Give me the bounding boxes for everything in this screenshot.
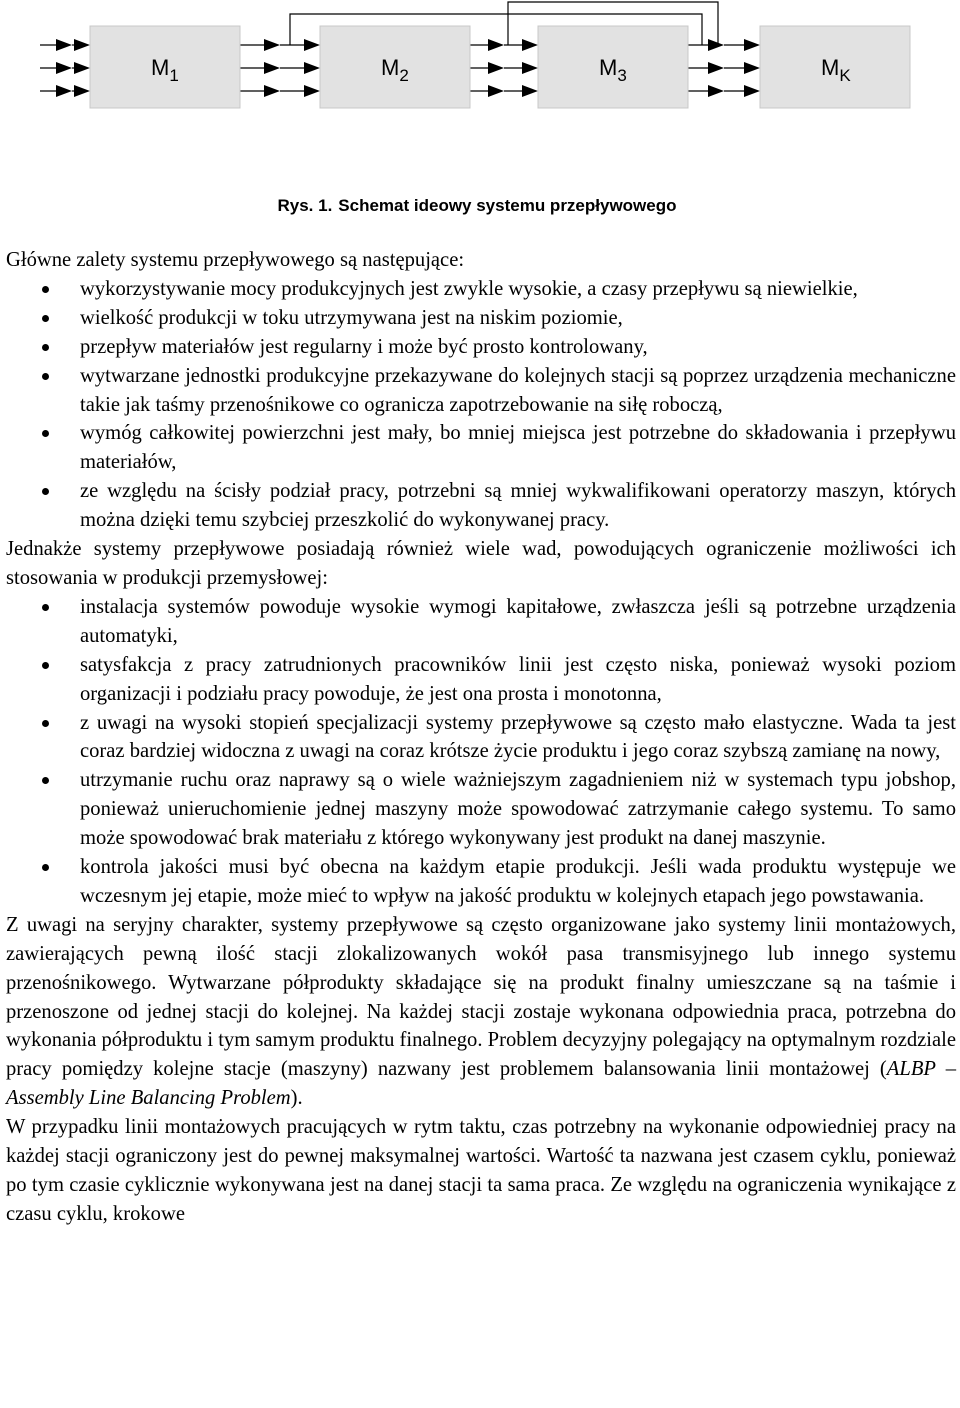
- arrow-head: [522, 85, 538, 97]
- machine-label: $M_1$: [151, 55, 179, 85]
- arrow-head: [74, 62, 90, 74]
- arrow-head: [304, 85, 320, 97]
- assembly-line-paragraph: [6, 911, 956, 1113]
- disadvantages-list: [6, 593, 956, 911]
- disadvantage-item: kontrola jakości musi być obecna na każdym etapie produkcji. Jeśli wada produktu występuje we wczesnym jej etapie, może mieć to wpływ na jakość produktu w kolejnych etapach jego powstawania.: [6, 853, 956, 911]
- arrow-head: [522, 62, 538, 74]
- arrow-head: [744, 39, 760, 51]
- arrow-head: [488, 85, 504, 97]
- machine-label: $M_3$: [599, 55, 627, 85]
- disadvantage-item: instalacja systemów powoduje wysokie wymogi kapitałowe, zwłaszcza jeśli są potrzebne urządzenia automatyki,: [6, 593, 956, 651]
- machine-box: [320, 26, 470, 108]
- machine-label: $M_K$: [821, 55, 851, 85]
- arrow-head: [56, 62, 72, 74]
- disadvantage-item: z uwagi na wysoki stopień specjalizacji systemy przepływowe są często mało elastyczne. Wada ta jest coraz bardziej widoczna z uwagi na coraz krótsze życie produktu i jego coraz szybszą zamianę na nowy,: [6, 709, 956, 767]
- arrow-head: [56, 85, 72, 97]
- assembly-line-text: Z uwagi na seryjny charakter, systemy przepływowe są często organizowane jako systemy linii montażowych, zawierających pewną ilość stacji zlokalizowanych wokół pasa transmisyjnego lub innego systemu przenośnikowego. Wytwarzane półprodukty składające się na produkt finalny umieszczane są na taśmie i przenoszone od jednej stacji do kolejnej. Na każdej stacji zostaje wykonana odpowiednia praca, potrzebna do wykonania półproduktu i tym samym produktu finalnego. Problem decyzyjny polegający na optymalnym rozdziale pracy pomiędzy kolejne stacje (maszyny) nazwany jest problemem balansowania linii montażowej (: [6, 913, 956, 1081]
- machine-box: [90, 26, 240, 108]
- arrow-head: [264, 62, 280, 74]
- arrow-head: [708, 85, 724, 97]
- albp-term: ALBP – Assembly Line Balancing Problem: [6, 1058, 956, 1110]
- machine-subscript: 2: [399, 66, 409, 85]
- caption-number: Rys. 1.: [277, 196, 333, 215]
- arrow-head: [488, 62, 504, 74]
- arrow-head: [264, 39, 280, 51]
- disadvantage-item: utrzymanie ruchu oraz naprawy są o wiele ważniejszym zagadnieniem niż w systemach typu jobshop, ponieważ unieruchomienie jednej maszyny może spowodować zatrzymanie całego systemu. To samo może spowodować brak materiału z którego wykonywany jest produkt na danej maszynie.: [6, 766, 956, 853]
- arrow-head: [304, 39, 320, 51]
- arrow-head: [522, 39, 538, 51]
- disadvantage-item: satysfakcja z pracy zatrudnionych pracowników linii jest często niska, ponieważ wysoki poziom organizacji i podziału pracy powoduje, że jest ona prosta i monotonna,: [6, 651, 956, 709]
- arrow-head: [74, 85, 90, 97]
- advantage-item: wytwarzane jednostki produkcyjne przekazywane do kolejnych stacji są poprzez urządzenia mechaniczne takie jak taśmy przenośnikowe co ogranicza zapotrzebowanie na siłę roboczą,: [6, 362, 956, 420]
- advantages-list: [6, 275, 956, 535]
- machine-label: $M_2$: [381, 55, 409, 85]
- machine-box: [760, 26, 910, 108]
- arrow-head: [744, 85, 760, 97]
- advantage-item: wykorzystywanie mocy produkcyjnych jest zwykle wysokie, a czasy przepływu są niewielkie,: [6, 275, 956, 304]
- arrow-head: [264, 85, 280, 97]
- advantage-item: przepływ materiałów jest regularny i może być prosto kontrolowany,: [6, 333, 956, 362]
- advantage-item: ze względu na ścisły podział pracy, potrzebni są mniej wykwalifikowani operatorzy maszyn, których można dzięki temu szybciej przeszkolić do wykonywanej pracy.: [6, 477, 956, 535]
- machine-box: [538, 26, 688, 108]
- figure-caption: [0, 196, 960, 216]
- arrow-head: [56, 39, 72, 51]
- machine-subscript: K: [839, 66, 851, 85]
- advantages-intro: Główne zalety systemu przepływowego są następujące:: [6, 249, 465, 271]
- assembly-line-end: ).: [290, 1087, 303, 1110]
- document-body: [6, 246, 956, 1229]
- disadvantages-intro: Jednakże systemy przepływowe posiadają również wiele wad, powodujących ograniczenie możliwości ich stosowania w produkcji przemysłowej:: [6, 538, 956, 589]
- machine-subscript: 1: [169, 66, 179, 85]
- cycle-time-paragraph: W przypadku linii montażowych pracujących w rytm taktu, czas potrzebny na wykonanie odpowiedniej pracy na każdej stacji ograniczony jest do pewnej maksymalnej wartości. Wartość ta nazwana jest czasem cyklu, ponieważ po tym czasie cyklicznie wykonywana jest na danej stacji ta sama praca. Ze względu na ograniczenia wynikające z czasu cyklu, krokowe: [6, 1116, 956, 1225]
- flow-system-diagram: [0, 0, 960, 190]
- machine-subscript: 3: [617, 66, 627, 85]
- arrow-head: [304, 62, 320, 74]
- arrow-head: [74, 39, 90, 51]
- advantage-item: wielkość produkcji w toku utrzymywana jest na niskim poziomie,: [6, 304, 956, 333]
- arrow-head: [488, 39, 504, 51]
- arrow-head: [744, 62, 760, 74]
- caption-text: Schemat ideowy systemu przepływowego: [338, 196, 677, 215]
- advantage-item: wymóg całkowitej powierzchni jest mały, bo mniej miejsca jest potrzebne do składowania i przepływu materiałów,: [6, 419, 956, 477]
- arrow-head: [708, 62, 724, 74]
- arrow-head: [708, 39, 724, 51]
